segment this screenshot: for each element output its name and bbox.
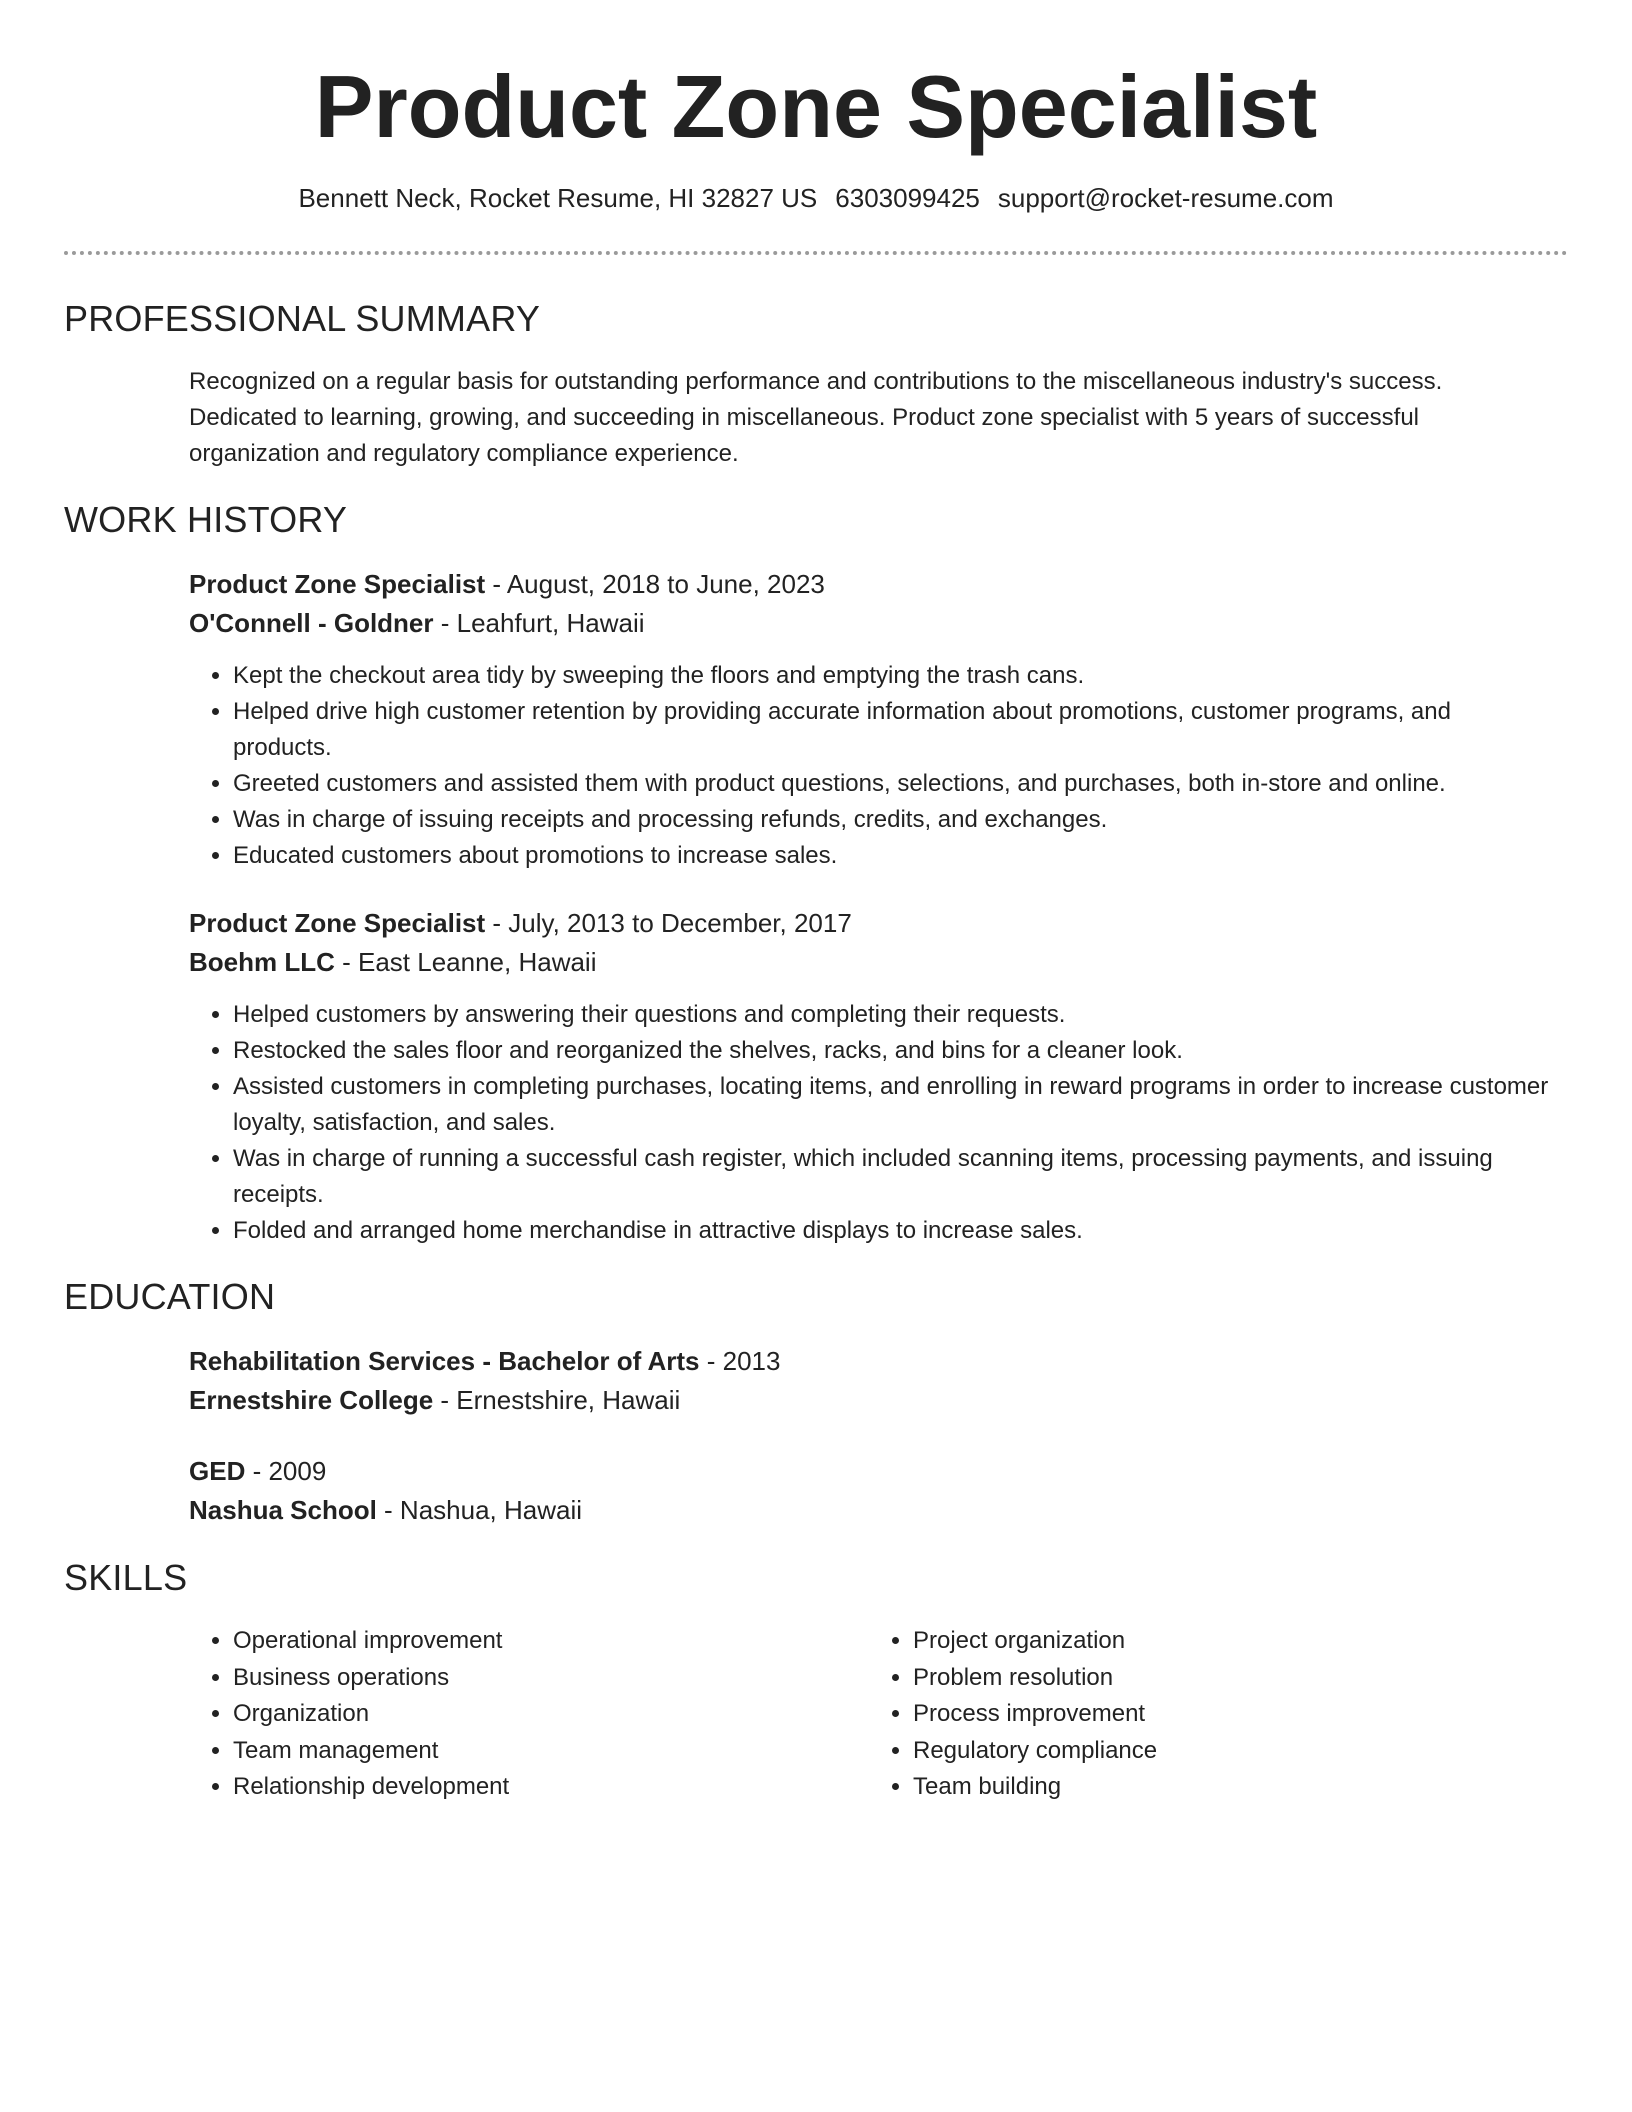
job-bullet: • Kept the checkout area tidy by sweeping the floors and emptying the trash cans. bbox=[233, 658, 1549, 694]
job-location: - Leahfurt, Hawaii bbox=[433, 608, 645, 638]
education-location: - Nashua, Hawaii bbox=[376, 1495, 583, 1525]
education-degree: Rehabilitation Services - Bachelor of Arts bbox=[189, 1346, 700, 1376]
education-school-line bbox=[189, 1491, 1549, 1530]
skills-column-left bbox=[189, 1623, 809, 1806]
job-bullet: • Was in charge of issuing receipts and processing refunds, credits, and exchanges. bbox=[233, 802, 1549, 838]
job-company: O'Connell - Goldner bbox=[189, 608, 434, 638]
skill-item: • Process improvement bbox=[913, 1696, 1489, 1733]
skills-column-right bbox=[869, 1623, 1489, 1806]
section-title-education: EDUCATION bbox=[64, 1276, 276, 1317]
job-dates: - July, 2013 to December, 2017 bbox=[485, 908, 852, 938]
skills-list bbox=[189, 1623, 809, 1806]
header-divider bbox=[64, 251, 1568, 255]
job-role: Product Zone Specialist bbox=[189, 908, 486, 938]
job-bullet: • Restocked the sales floor and reorganized the shelves, racks, and bins for a cleaner look. bbox=[233, 1033, 1549, 1069]
skill-item: • Team management bbox=[233, 1733, 809, 1770]
job-title-line bbox=[189, 565, 1549, 604]
job-dates: - August, 2018 to June, 2023 bbox=[485, 569, 825, 599]
job-bullet: • Assisted customers in completing purchases, locating items, and enrolling in reward programs in order to increase customer loyalty, satisfaction, and sales. bbox=[233, 1069, 1549, 1141]
summary-block bbox=[189, 364, 1554, 472]
job-bullet: • Helped drive high customer retention by providing accurate information about promotions, customer programs, and products. bbox=[233, 694, 1549, 766]
job-bullets bbox=[189, 658, 1549, 874]
education-degree: GED bbox=[189, 1456, 246, 1486]
job-role: Product Zone Specialist bbox=[189, 569, 486, 599]
skill-item: • Business operations bbox=[233, 1660, 809, 1697]
job-bullet: • Folded and arranged home merchandise in attractive displays to increase sales. bbox=[233, 1213, 1549, 1249]
skill-item: • Project organization bbox=[913, 1623, 1489, 1660]
section-title-summary: PROFESSIONAL SUMMARY bbox=[64, 298, 541, 339]
education-school: Nashua School bbox=[189, 1495, 377, 1525]
education-degree-line bbox=[189, 1342, 1549, 1381]
skills-list bbox=[869, 1623, 1489, 1806]
skill-item: • Team building bbox=[913, 1769, 1489, 1806]
job-company: Boehm LLC bbox=[189, 947, 335, 977]
job-bullet: • Educated customers about promotions to increase sales. bbox=[233, 838, 1549, 874]
education-school-line bbox=[189, 1381, 1549, 1420]
contact-email: support@rocket-resume.com bbox=[997, 183, 1334, 213]
section-title-skills: SKILLS bbox=[64, 1557, 188, 1598]
skill-item: • Organization bbox=[233, 1696, 809, 1733]
contact-line bbox=[0, 180, 1632, 216]
education-degree-line bbox=[189, 1452, 1549, 1491]
education-entry bbox=[189, 1452, 1549, 1530]
job-company-line bbox=[189, 943, 1549, 982]
education-location: - Ernestshire, Hawaii bbox=[433, 1385, 681, 1415]
job-entry bbox=[189, 904, 1549, 1249]
job-company-line bbox=[189, 604, 1549, 643]
skill-item: • Relationship development bbox=[233, 1769, 809, 1806]
job-entry bbox=[189, 565, 1549, 874]
education-year: - 2013 bbox=[699, 1346, 781, 1376]
job-location: - East Leanne, Hawaii bbox=[334, 947, 597, 977]
contact-address: Bennett Neck, Rocket Resume, HI 32827 US bbox=[298, 183, 818, 213]
education-entry bbox=[189, 1342, 1549, 1420]
section-title-work-history: WORK HISTORY bbox=[64, 499, 348, 540]
resume-title: Product Zone Specialist bbox=[314, 57, 1318, 156]
education-school: Ernestshire College bbox=[189, 1385, 434, 1415]
summary-text: Recognized on a regular basis for outstanding performance and contributions to the miscellaneous industry's success. Dedicated to learning, growing, and succeeding in miscellaneous. Product zone specialist with 5 years of successful organization and regulatory compliance experience. bbox=[189, 368, 1443, 467]
job-bullet: • Was in charge of running a successful cash register, which included scanning items, processing payments, and issuing receipts. bbox=[233, 1141, 1549, 1213]
job-title-line bbox=[189, 904, 1549, 943]
job-bullet: • Greeted customers and assisted them with product questions, selections, and purchases, both in-store and online. bbox=[233, 766, 1549, 802]
contact-phone: 6303099425 bbox=[835, 183, 980, 213]
education-year: - 2009 bbox=[245, 1456, 327, 1486]
job-bullets bbox=[189, 997, 1549, 1249]
job-bullet: • Helped customers by answering their questions and completing their requests. bbox=[233, 997, 1549, 1033]
skill-item: • Operational improvement bbox=[233, 1623, 809, 1660]
skill-item: • Problem resolution bbox=[913, 1660, 1489, 1697]
skill-item: • Regulatory compliance bbox=[913, 1733, 1489, 1770]
